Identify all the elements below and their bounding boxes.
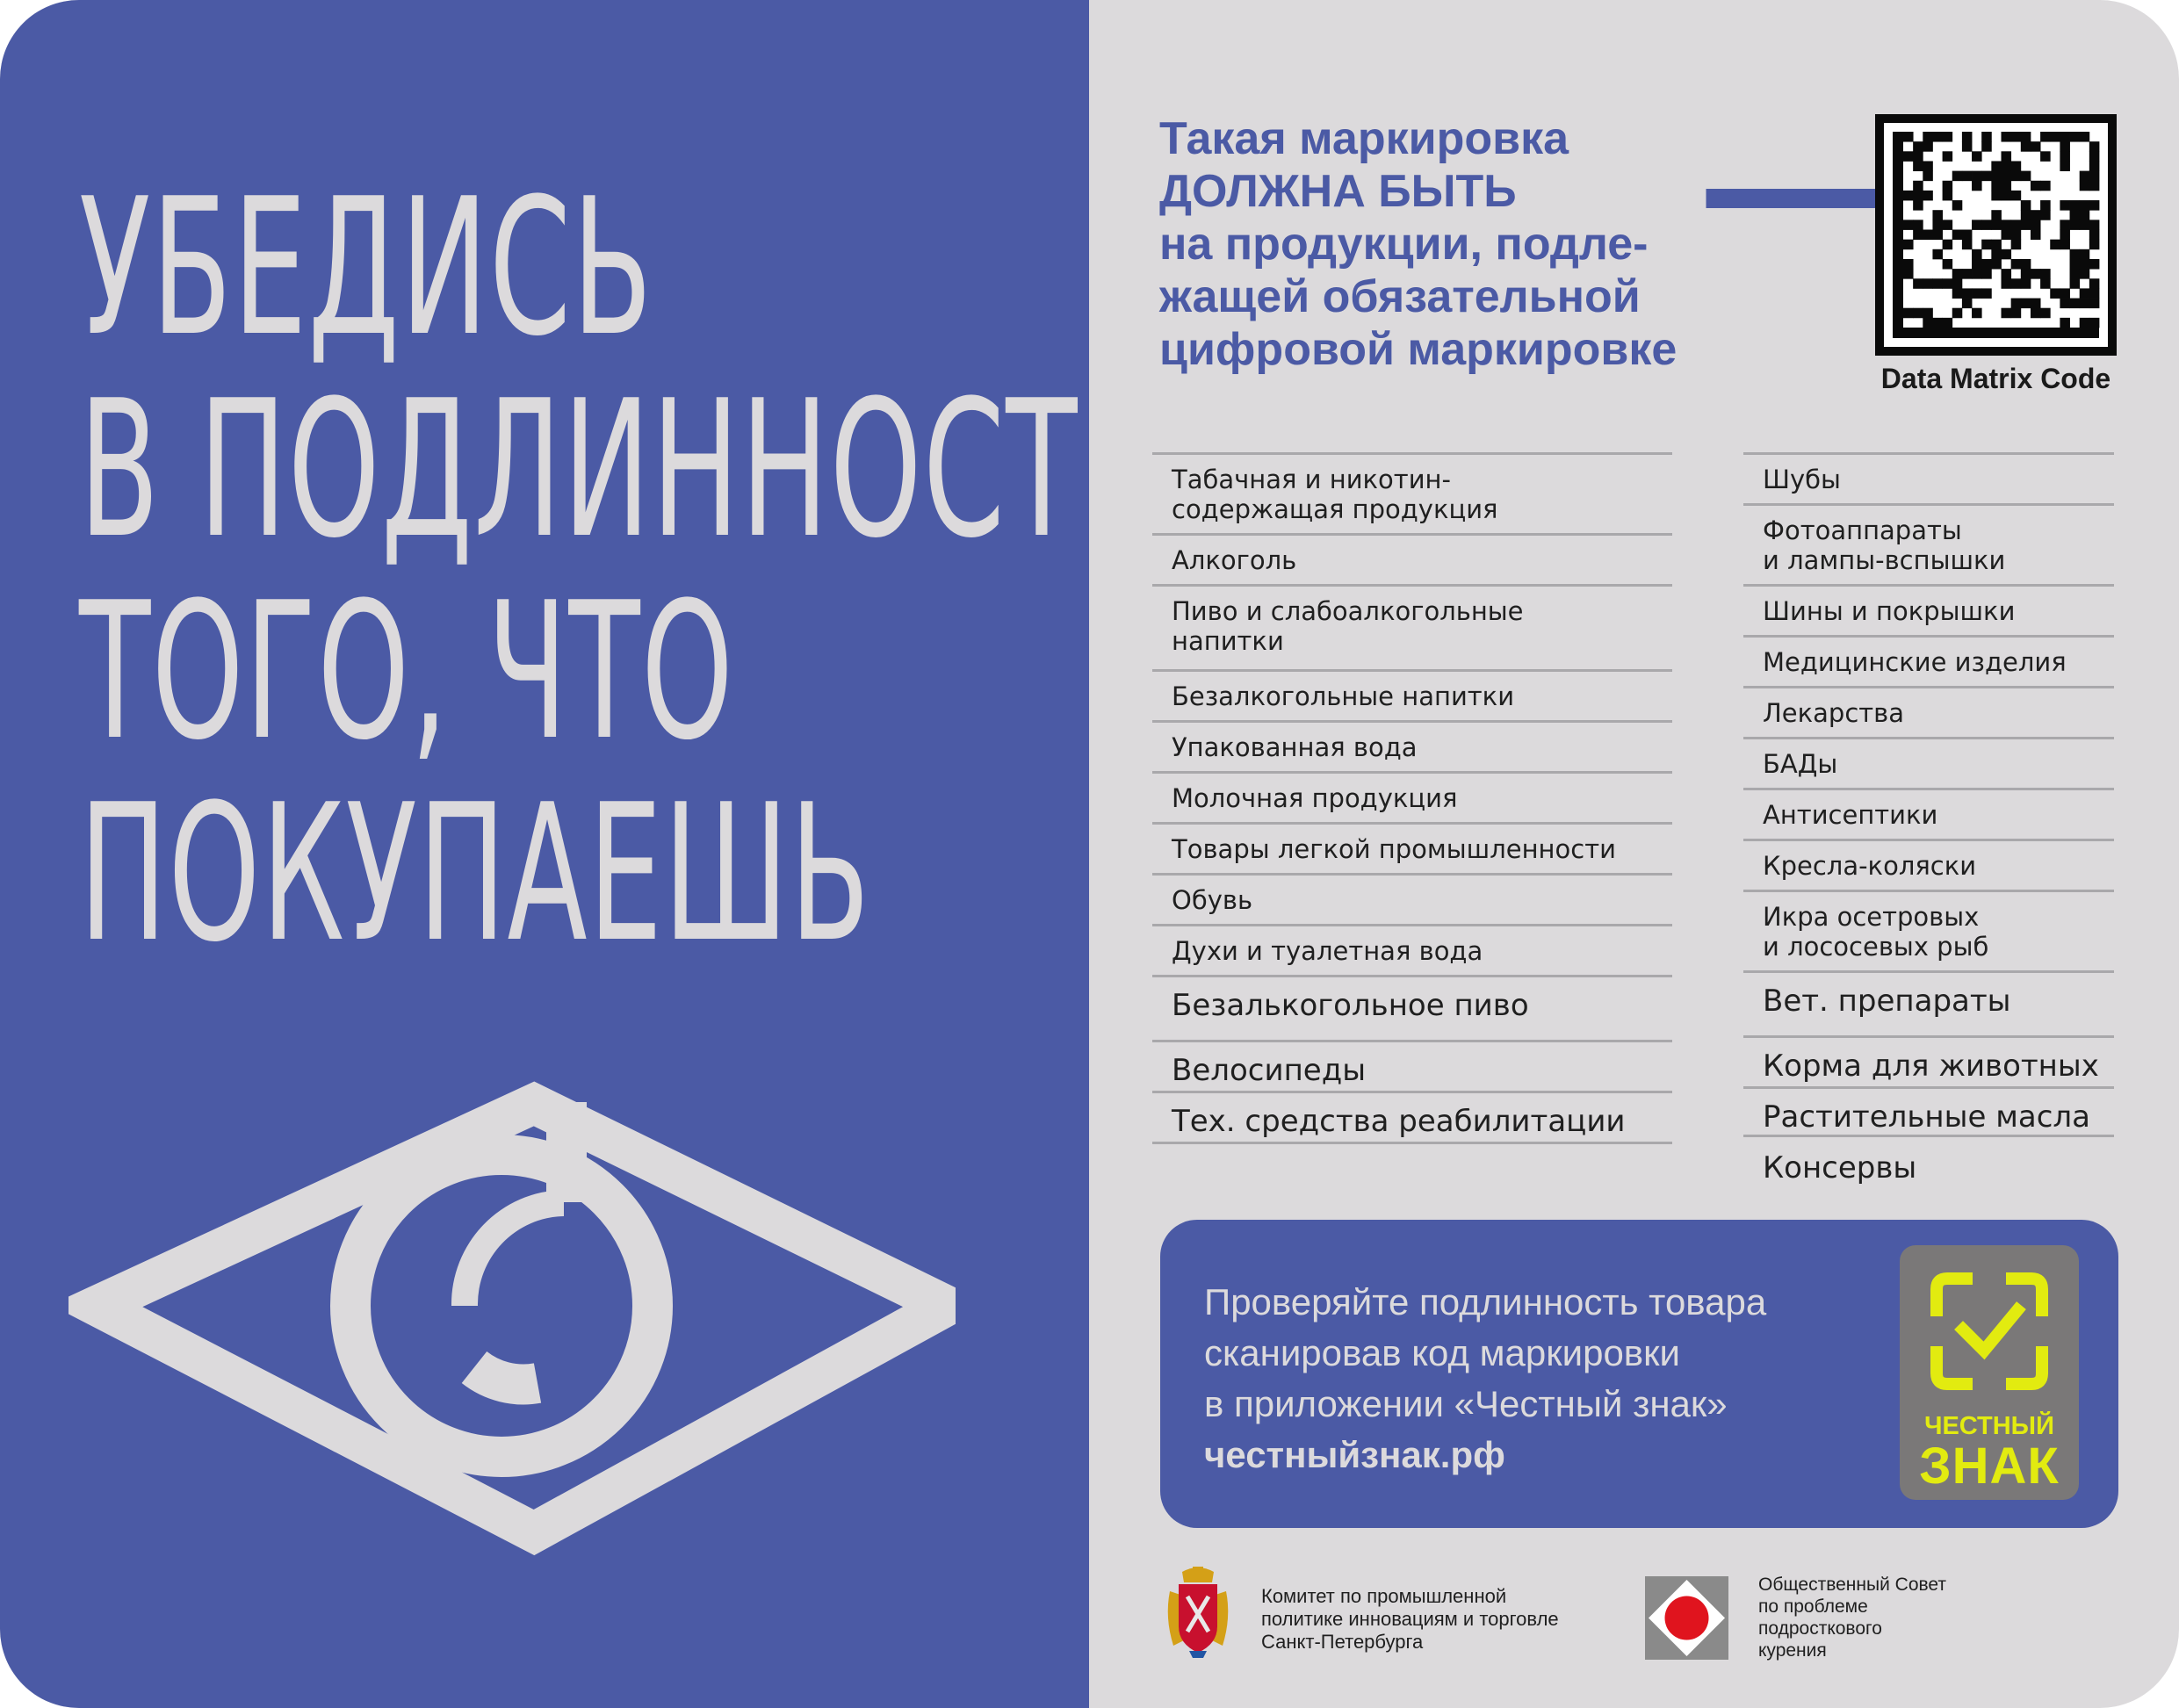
data-matrix-cell	[2021, 278, 2031, 289]
data-matrix-cell	[2021, 200, 2031, 211]
data-matrix-cell	[1923, 161, 1933, 171]
data-matrix-cell	[1943, 278, 1953, 289]
data-matrix-cell	[1962, 288, 1973, 299]
data-matrix-cell	[2002, 269, 2012, 279]
data-matrix-cell	[1962, 269, 1973, 279]
data-matrix-cell	[2080, 181, 2090, 191]
list-item-label: Безалькогольное пиво	[1172, 988, 1529, 1023]
headline-line: В ПОДЛИННОСТИ	[79, 359, 1167, 580]
data-matrix-cell	[1923, 230, 1933, 241]
data-matrix-cell	[2060, 299, 2070, 309]
data-matrix-cell	[1972, 220, 1982, 230]
data-matrix-cell	[1981, 269, 1992, 279]
data-matrix-cell	[1972, 259, 1982, 270]
data-matrix-cell	[2089, 240, 2100, 250]
coat-of-arms-icon	[1163, 1565, 1233, 1660]
data-matrix-cell	[2060, 240, 2070, 250]
data-matrix-cell	[1943, 132, 1953, 142]
checkmark-frame-icon	[1928, 1270, 2051, 1393]
org2-line: курения	[1758, 1640, 1827, 1661]
headline-line: ТОГО, ЧТО	[79, 561, 735, 782]
data-matrix-cell	[2021, 299, 2031, 309]
data-matrix-cell	[2050, 288, 2060, 299]
data-matrix-cell	[1903, 132, 1914, 142]
data-matrix-cell	[2040, 269, 2051, 279]
data-matrix-cell	[1913, 161, 1923, 171]
list-item-label: Упакованная вода	[1172, 732, 1418, 762]
website-link[interactable]: честныйзнак.рф	[1204, 1434, 1505, 1475]
list-item	[1152, 452, 1672, 533]
data-matrix-cell	[1972, 288, 1982, 299]
list-item-label: Фотоаппараты и лампы-вспышки	[1763, 515, 2006, 575]
data-matrix-cell	[2011, 240, 2022, 250]
data-matrix-cell	[1913, 220, 1923, 230]
data-matrix-cell	[2089, 141, 2100, 152]
data-matrix-cell	[2080, 210, 2090, 220]
data-matrix-cell	[1923, 171, 1933, 182]
data-matrix-cell	[1962, 132, 1973, 142]
list-item	[1743, 1086, 2114, 1137]
org1-line: Комитет по промышленной	[1261, 1585, 1507, 1607]
data-matrix-cell	[1991, 240, 2002, 250]
data-matrix-cell	[1913, 151, 1923, 162]
banner-text	[1204, 1277, 1766, 1481]
data-matrix-cell	[1962, 230, 1973, 241]
list-item-label: БАДы	[1763, 749, 1838, 779]
data-matrix-cell	[1972, 249, 1982, 260]
data-matrix-cell	[2070, 269, 2081, 279]
list-item	[1152, 822, 1672, 873]
data-matrix-cell	[2080, 259, 2090, 270]
list-item-label: Растительные масла	[1763, 1099, 2090, 1135]
data-matrix-cell	[2031, 299, 2041, 309]
data-matrix-cell	[1932, 210, 1943, 220]
data-matrix-cell	[1991, 259, 2002, 270]
data-matrix-cell	[1923, 278, 1933, 289]
list-item-label: Шины и покрышки	[1763, 596, 2016, 626]
list-item-label: Консервы	[1763, 1150, 1917, 1186]
eye-icon	[69, 1076, 956, 1603]
data-matrix-cell	[2031, 220, 2041, 230]
data-matrix-cell	[1932, 230, 1943, 241]
logo-word-znak: ЗНАК	[1919, 1438, 2060, 1495]
data-matrix-cell	[1903, 308, 1914, 319]
data-matrix-cell	[1981, 288, 1992, 299]
data-matrix-cell	[1952, 230, 1963, 241]
red-dot-diamond-icon	[1645, 1576, 1728, 1660]
data-matrix-cell	[2040, 308, 2051, 319]
list-item-label: Табачная и никотин- содержащая продукция	[1172, 465, 1498, 524]
data-matrix-cell	[1962, 171, 1973, 182]
org2-name	[1758, 1574, 1946, 1661]
lead-line: ДОЛЖНА БЫТЬ	[1159, 166, 1517, 217]
data-matrix-cell	[2011, 308, 2022, 319]
list-item	[1743, 1137, 2114, 1188]
list-item	[1743, 890, 2114, 970]
data-matrix-cell	[2089, 171, 2100, 182]
data-matrix-cell	[1962, 299, 1973, 309]
data-matrix-cell	[2050, 132, 2060, 142]
data-matrix-cell	[1991, 181, 2002, 191]
list-item	[1152, 584, 1672, 669]
data-matrix-cell	[2080, 288, 2090, 299]
headline	[79, 157, 1167, 984]
data-matrix-caption: Data Matrix Code	[1880, 363, 2111, 394]
data-matrix-cell	[2011, 191, 2022, 201]
data-matrix-cell	[2011, 161, 2022, 171]
data-matrix-cell	[1903, 191, 1914, 201]
category-list-right	[1743, 452, 2114, 1188]
data-matrix-cell	[1972, 181, 1982, 191]
list-item-label: Антисептики	[1763, 800, 1938, 830]
data-matrix-cell	[2031, 308, 2041, 319]
list-item	[1743, 1035, 2114, 1086]
data-matrix-cell	[1991, 161, 2002, 171]
list-item	[1152, 533, 1672, 584]
data-matrix-cell	[2089, 278, 2100, 289]
data-matrix-cell	[2080, 299, 2090, 309]
data-matrix-cell	[2002, 161, 2012, 171]
data-matrix-cell	[1913, 181, 1923, 191]
data-matrix-cell	[1952, 278, 1963, 289]
data-matrix-cell	[2080, 200, 2090, 211]
data-matrix-cell	[2021, 269, 2031, 279]
list-item	[1743, 788, 2114, 839]
data-matrix-cell	[1952, 269, 1963, 279]
data-matrix-cell	[2031, 141, 2041, 152]
data-matrix-cell	[1981, 171, 1992, 182]
data-matrix-cell	[1981, 220, 1992, 230]
list-item	[1152, 975, 1672, 1040]
list-item	[1743, 970, 2114, 1035]
data-matrix-cell	[2070, 259, 2081, 270]
data-matrix-cell	[2021, 141, 2031, 152]
list-item	[1152, 669, 1672, 720]
data-matrix-cell	[1991, 210, 2002, 220]
list-item	[1743, 503, 2114, 584]
list-item	[1152, 1040, 1672, 1091]
data-matrix-cell	[1972, 151, 1982, 162]
data-matrix-cell	[2070, 132, 2081, 142]
data-matrix-cell	[2040, 151, 2051, 162]
list-item	[1152, 771, 1672, 822]
data-matrix-cell	[2002, 181, 2012, 191]
data-matrix-cell	[2021, 220, 2031, 230]
data-matrix-cell	[2040, 210, 2051, 220]
banner-line: сканировав код маркировки	[1204, 1332, 1680, 1373]
data-matrix-cell	[1913, 278, 1923, 289]
data-matrix-cell	[2060, 151, 2070, 162]
list-item-label: Вет. препараты	[1763, 984, 2011, 1019]
lead-line: Такая маркировка	[1159, 113, 1569, 164]
data-matrix-cell	[2011, 171, 2022, 182]
banner-line: в приложении «Честный знак»	[1204, 1383, 1728, 1424]
list-item-label: Тех. средства реабилитации	[1172, 1104, 1626, 1139]
data-matrix-cell	[2060, 318, 2070, 328]
data-matrix-cell	[2031, 181, 2041, 191]
data-matrix-cell	[2060, 230, 2070, 241]
list-item	[1743, 584, 2114, 635]
list-item-label: Пиво и слабоалкогольные напитки	[1172, 596, 1524, 656]
lead-line: на продукции, подле-	[1159, 219, 1649, 270]
data-matrix-cell	[1943, 240, 1953, 250]
data-matrix-cell	[1991, 249, 2002, 260]
list-item-label: Молочная продукция	[1172, 783, 1458, 813]
org1-line: политике инновациям и торговле	[1261, 1608, 1559, 1630]
data-matrix-cell	[1932, 220, 1943, 230]
data-matrix-cell	[2089, 181, 2100, 191]
data-matrix-cell	[2060, 161, 2070, 171]
data-matrix-cell	[2089, 299, 2100, 309]
data-matrix-cell	[1972, 269, 1982, 279]
list-item	[1743, 737, 2114, 788]
data-matrix-cell	[1932, 278, 1943, 289]
list-item	[1743, 839, 2114, 890]
data-matrix-cell	[1962, 141, 1973, 152]
data-matrix-cell	[1943, 259, 1953, 270]
chestny-znak-logo	[1900, 1245, 2079, 1500]
list-item-label: Велосипеды	[1172, 1053, 1367, 1088]
data-matrix-cell	[1943, 191, 1953, 201]
data-matrix-cell	[2089, 151, 2100, 162]
right-panel	[1089, 0, 2179, 1708]
data-matrix-cell	[2021, 210, 2031, 220]
data-matrix-cell	[1943, 151, 1953, 162]
list-item-label: Обувь	[1172, 885, 1253, 915]
data-matrix-cell	[2060, 220, 2070, 230]
org2-line: подросткового	[1758, 1618, 1882, 1639]
data-matrix-cell	[1991, 171, 2002, 182]
list-item-label: Кресла-коляски	[1763, 851, 1977, 881]
data-matrix-cell	[1962, 240, 1973, 250]
data-matrix-cell	[1991, 220, 2002, 230]
data-matrix-cell	[2080, 318, 2090, 328]
data-matrix-cell	[1923, 308, 1933, 319]
data-matrix-cell	[1903, 151, 1914, 162]
logo-word-chestny: ЧЕСТНЫЙ	[1924, 1412, 2054, 1440]
data-matrix-cell	[2002, 308, 2012, 319]
data-matrix-cell	[2011, 220, 2022, 230]
data-matrix-cell	[2002, 151, 2012, 162]
list-item-label: Духи и туалетная вода	[1172, 936, 1483, 966]
verify-banner	[1160, 1220, 2118, 1528]
data-matrix-cell	[1903, 220, 1914, 230]
data-matrix-cell	[2002, 132, 2012, 142]
data-matrix-cell	[1943, 220, 1953, 230]
data-matrix-cell	[2021, 171, 2031, 182]
data-matrix-cell	[2089, 288, 2100, 299]
data-matrix-cell	[1981, 259, 1992, 270]
data-matrix-cell	[2070, 299, 2081, 309]
data-matrix-cell	[2002, 278, 2012, 289]
data-matrix-cell	[2089, 200, 2100, 211]
data-matrix-cell	[1952, 171, 1963, 182]
data-matrix-cell	[1981, 141, 1992, 152]
data-matrix-cell	[2002, 171, 2012, 182]
data-matrix-cell	[1932, 249, 1943, 260]
data-matrix-cell	[1903, 269, 1914, 279]
data-matrix-cell	[1952, 200, 1963, 211]
data-matrix-cell	[2080, 249, 2090, 260]
headline-line: УБЕДИСЬ	[79, 157, 653, 378]
data-matrix-cell	[2080, 171, 2090, 182]
data-matrix-cell	[1932, 132, 1943, 142]
data-matrix-cell	[1972, 308, 1982, 319]
lead-line: жащей обязательной	[1159, 271, 1641, 322]
data-matrix-cell	[2070, 278, 2081, 289]
banner-line: Проверяйте подлинность товара	[1204, 1281, 1767, 1322]
data-matrix-cell	[2040, 132, 2051, 142]
data-matrix-cell	[2040, 200, 2051, 211]
data-matrix-cell	[2089, 230, 2100, 241]
list-item-label: Лекарства	[1763, 698, 1905, 728]
list-item	[1743, 686, 2114, 737]
data-matrix-cell	[2011, 132, 2022, 142]
data-matrix-cell	[1972, 171, 1982, 182]
data-matrix-cell	[1923, 191, 1933, 201]
data-matrix-cell	[2070, 210, 2081, 220]
data-matrix-cell	[2002, 220, 2012, 230]
data-matrix-cell	[2070, 249, 2081, 260]
list-item-label: Корма для животных	[1763, 1049, 2099, 1084]
data-matrix-cell	[1913, 200, 1923, 211]
org1-line: Санкт-Петербурга	[1261, 1631, 1424, 1653]
data-matrix-cell	[2080, 269, 2090, 279]
data-matrix-cell	[2080, 220, 2090, 230]
list-item	[1743, 452, 2114, 503]
data-matrix-cell	[2021, 259, 2031, 270]
list-item	[1152, 873, 1672, 924]
list-item-label: Товары легкой промышленности	[1172, 834, 1616, 864]
data-matrix-cell	[1913, 191, 1923, 201]
data-matrix-cell	[1952, 308, 1963, 319]
org2-line: Общественный Совет	[1758, 1575, 1947, 1595]
data-matrix-cell	[2060, 132, 2070, 142]
list-item-label: Медицинские изделия	[1763, 647, 2067, 677]
data-matrix-cell	[2002, 191, 2012, 201]
list-item	[1743, 635, 2114, 686]
data-matrix-cell	[2011, 299, 2022, 309]
data-matrix-cell	[2002, 249, 2012, 260]
data-matrix-cell	[1923, 132, 1933, 142]
data-matrix-cell	[2031, 269, 2041, 279]
data-matrix-cell	[1943, 181, 1953, 191]
data-matrix-cell	[2089, 259, 2100, 270]
data-matrix-cell	[2070, 220, 2081, 230]
data-matrix-cell	[1943, 318, 1953, 328]
data-matrix-cell	[2011, 278, 2022, 289]
data-matrix-cell	[2050, 240, 2060, 250]
data-matrix-code-icon	[1875, 114, 2117, 356]
org1-name	[1261, 1585, 1559, 1654]
data-matrix-cell	[1913, 141, 1923, 152]
data-matrix-cell	[2089, 220, 2100, 230]
data-matrix-cell	[1923, 318, 1933, 328]
list-item	[1152, 924, 1672, 975]
list-item	[1152, 720, 1672, 771]
data-matrix-cell	[1952, 288, 1963, 299]
headline-line: ПОКУПАЕШЬ	[79, 763, 871, 984]
data-matrix-cell	[2031, 210, 2041, 220]
data-matrix-cell	[1913, 230, 1923, 241]
data-matrix-cell	[2060, 288, 2070, 299]
data-matrix-cell	[2060, 141, 2070, 152]
data-matrix-cell	[2011, 230, 2022, 241]
data-matrix-cell	[2040, 278, 2051, 289]
data-matrix-cell	[2089, 161, 2100, 171]
data-matrix-cell	[1932, 318, 1943, 328]
data-matrix-cell	[1923, 141, 1933, 152]
list-item-label: Икра осетровых и лососевых рыб	[1763, 902, 1989, 962]
data-matrix-cell	[2060, 200, 2070, 211]
data-matrix-cell	[2002, 230, 2012, 241]
data-matrix-cell	[2070, 200, 2081, 211]
data-matrix-cell	[2089, 318, 2100, 328]
lead-line: цифровой маркировке	[1159, 324, 1678, 375]
list-item	[1152, 1091, 1672, 1144]
category-list-left	[1152, 452, 1672, 1144]
data-matrix-cell	[1981, 240, 1992, 250]
lead-text	[1159, 112, 1677, 376]
data-matrix-cell	[1913, 308, 1923, 319]
data-matrix-cell	[2080, 132, 2090, 142]
data-matrix-cell	[1903, 240, 1914, 250]
org2-line: по проблеме	[1758, 1596, 1868, 1617]
data-matrix-cell	[2040, 181, 2051, 191]
list-item-label: Безалкогольные напитки	[1172, 681, 1515, 711]
list-item-label: Шубы	[1763, 465, 1841, 494]
data-matrix-cell	[1903, 259, 1914, 270]
data-matrix-cell	[1981, 132, 1992, 142]
data-matrix-cell	[1991, 191, 2002, 201]
data-matrix-cell	[2031, 230, 2041, 241]
list-item-label: Алкоголь	[1172, 545, 1297, 575]
data-matrix-cell	[2011, 259, 2022, 270]
data-matrix-cell	[2021, 132, 2031, 142]
